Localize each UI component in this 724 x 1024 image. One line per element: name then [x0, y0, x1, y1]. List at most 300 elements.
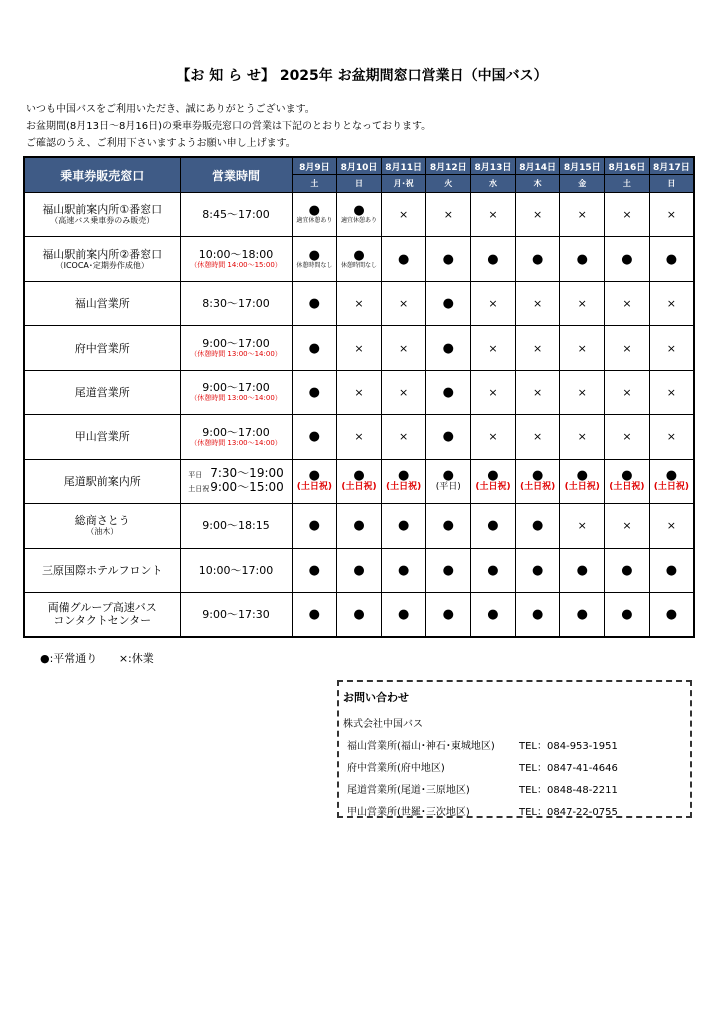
table-row	[24, 504, 694, 548]
closed-mark: ×	[666, 297, 676, 311]
status-note: (土日祝)	[653, 482, 689, 493]
status-cell	[381, 504, 426, 548]
office-subtitle: （油木）	[86, 527, 119, 537]
open-mark: ●	[576, 606, 588, 622]
open-mark: ●	[353, 247, 365, 263]
status-cell	[605, 237, 650, 281]
header-date: 8月17日	[649, 157, 694, 175]
closed-mark: ×	[488, 430, 498, 444]
day-type-label: 平日	[188, 471, 203, 480]
status-cell	[605, 592, 650, 637]
office-cell	[24, 326, 180, 370]
status-cell	[560, 237, 605, 281]
table-row	[24, 415, 694, 459]
split-hours-line	[188, 467, 284, 481]
office-cell	[24, 592, 180, 637]
open-mark: ●	[308, 247, 320, 263]
closed-mark: ×	[488, 341, 498, 355]
closed-mark: ×	[354, 430, 364, 444]
closed-mark: ×	[622, 519, 632, 533]
status-cell	[515, 504, 560, 548]
legend-closed: ×:休業	[118, 652, 154, 665]
status-note: (土日祝)	[519, 482, 556, 493]
closed-mark: ×	[666, 208, 676, 222]
status-note: 適宜休憩あり	[296, 217, 333, 225]
status-cell	[426, 548, 471, 592]
closed-mark: ×	[533, 297, 543, 311]
contact-office: 尾道営業所(尾道･三原地区)	[347, 785, 470, 796]
hours-cell	[180, 459, 292, 503]
status-cell	[426, 504, 471, 548]
closed-mark: ×	[577, 430, 587, 444]
status-cell	[605, 548, 650, 592]
closed-mark: ×	[666, 341, 676, 355]
closed-mark: ×	[488, 297, 498, 311]
status-cell	[381, 459, 426, 503]
open-mark: ●	[665, 468, 678, 484]
office-subtitle: （高速バス乗車券のみ販売）	[50, 216, 155, 226]
hours-text: 7:30～19:00	[210, 466, 284, 481]
status-cell	[560, 326, 605, 370]
status-cell	[471, 459, 516, 503]
contact-office: 府中営業所(府中地区)	[347, 763, 445, 774]
status-cell	[381, 548, 426, 592]
header-date: 8月10日	[337, 157, 382, 175]
status-cell	[649, 370, 694, 414]
office-name: 甲山営業所	[74, 430, 130, 444]
contact-row	[347, 803, 687, 818]
intro-line: いつも中国バスをご利用いただき、誠にありがとうございます。	[26, 104, 315, 115]
split-hours	[188, 467, 284, 495]
status-note: 休憩時間なし	[296, 261, 333, 269]
open-mark: ●	[442, 518, 454, 534]
status-cell	[649, 459, 694, 503]
header-weekday: 金	[560, 175, 605, 193]
status-note: (土日祝)	[296, 482, 332, 493]
status-cell	[515, 370, 560, 414]
header-date: 8月15日	[560, 157, 605, 175]
hours-text: 10:00～18:00	[198, 248, 274, 262]
schedule-body	[24, 193, 694, 638]
status-cell	[337, 459, 382, 503]
open-mark: ●	[531, 518, 544, 534]
open-mark: ●	[442, 296, 454, 312]
header-weekday: 土	[605, 175, 650, 193]
status-cell	[292, 415, 337, 459]
office-subtitle: （ICOCA･定期券作成他）	[55, 260, 149, 270]
status-cell	[471, 548, 516, 592]
hours-text: 8:30～17:00	[202, 297, 270, 311]
status-cell	[337, 370, 382, 414]
open-mark: ●	[353, 518, 365, 534]
status-cell	[426, 281, 471, 325]
legend	[40, 650, 172, 666]
open-mark: ●	[308, 296, 320, 312]
office-cell	[24, 281, 180, 325]
closed-mark: ×	[577, 208, 587, 222]
open-mark: ●	[531, 251, 544, 267]
closed-mark: ×	[488, 208, 498, 222]
open-mark: ●	[531, 468, 544, 484]
closed-mark: ×	[666, 519, 676, 533]
open-mark: ●	[442, 468, 454, 484]
open-mark: ●	[442, 606, 454, 622]
office-name: 尾道駅前案内所	[63, 474, 141, 488]
hours-cell	[180, 504, 292, 548]
hours-text: 9:00～17:30	[202, 607, 270, 621]
closed-mark: ×	[399, 385, 409, 399]
status-cell	[471, 592, 516, 637]
open-mark: ●	[397, 562, 410, 578]
open-mark: ●	[487, 468, 499, 484]
hours-text: 9:00～18:15	[202, 519, 270, 533]
hours-text: 8:45～17:00	[202, 208, 270, 222]
header-weekday: 日	[337, 175, 382, 193]
status-cell	[605, 370, 650, 414]
table-row	[24, 237, 694, 281]
closed-mark: ×	[399, 341, 409, 355]
intro-line: ご確認のうえ、ご利用下さいますようお願い申し上げます。	[26, 138, 296, 149]
status-cell	[381, 592, 426, 637]
status-note: (土日祝)	[386, 482, 422, 493]
hours-cell	[180, 415, 292, 459]
open-mark: ●	[442, 429, 454, 445]
status-cell	[560, 592, 605, 637]
status-cell	[605, 193, 650, 237]
open-mark: ●	[442, 384, 454, 400]
status-cell	[515, 326, 560, 370]
status-cell	[515, 237, 560, 281]
office-name: 福山駅前案内所①番窓口	[42, 203, 163, 217]
closed-mark: ×	[399, 430, 409, 444]
table-row	[24, 548, 694, 592]
open-mark: ●	[487, 606, 499, 622]
status-cell	[337, 237, 382, 281]
status-cell	[471, 504, 516, 548]
contact-tel: TEL：0848-48-2211	[519, 785, 618, 796]
contact-box	[337, 680, 692, 818]
status-cell	[471, 281, 516, 325]
status-cell	[649, 237, 694, 281]
office-cell	[24, 415, 180, 459]
closed-mark: ×	[577, 297, 587, 311]
contact-office: 甲山営業所(世羅･三次地区)	[347, 807, 470, 818]
open-mark: ●	[353, 606, 365, 622]
closed-mark: ×	[622, 297, 632, 311]
split-hours-line	[188, 481, 284, 495]
open-mark: ●	[621, 251, 633, 267]
closed-mark: ×	[399, 208, 409, 222]
office-cell	[24, 459, 180, 503]
status-cell	[515, 193, 560, 237]
header-weekday: 日	[649, 175, 694, 193]
status-cell	[649, 281, 694, 325]
status-cell	[426, 370, 471, 414]
status-cell	[292, 459, 337, 503]
open-mark: ●	[576, 251, 588, 267]
open-mark: ●	[397, 606, 410, 622]
status-cell	[426, 326, 471, 370]
status-cell	[649, 326, 694, 370]
header-date: 8月11日	[381, 157, 426, 175]
closed-mark: ×	[354, 341, 364, 355]
closed-mark: ×	[533, 385, 543, 399]
open-mark: ●	[308, 429, 320, 445]
status-cell	[381, 370, 426, 414]
hours-text: 9:00～17:00	[202, 425, 270, 439]
closed-mark: ×	[488, 385, 498, 399]
office-name: 両備グループ高速バス	[47, 601, 157, 615]
open-mark: ●	[353, 468, 365, 484]
status-cell	[292, 548, 337, 592]
hours-text: 10:00～17:00	[198, 563, 274, 577]
contact-heading: お問い合わせ	[343, 691, 409, 704]
contact-company: 株式会社中国バス	[343, 719, 423, 730]
office-name: 総商さとう	[74, 514, 130, 528]
status-cell	[560, 504, 605, 548]
status-cell	[560, 459, 605, 503]
intro-line: お盆期間(8月13日～8月16日)の乗車券販売窓口の営業は下記のとおりとなっております。	[26, 121, 432, 132]
contact-tel: TEL：0847-41-4646	[519, 763, 618, 774]
status-note: 休憩時間なし	[340, 261, 377, 269]
status-cell	[605, 415, 650, 459]
break-time-note: （休憩時間 13:00～14:00）	[190, 438, 282, 447]
status-cell	[471, 237, 516, 281]
status-cell	[426, 415, 471, 459]
break-time-note: （休憩時間 13:00～14:00）	[190, 350, 282, 359]
table-row	[24, 592, 694, 637]
open-mark: ●	[665, 251, 678, 267]
intro-text	[26, 101, 431, 152]
open-mark: ●	[487, 518, 499, 534]
open-mark: ●	[353, 203, 365, 219]
open-mark: ●	[487, 562, 499, 578]
closed-mark: ×	[354, 297, 364, 311]
status-cell	[292, 370, 337, 414]
status-cell	[605, 326, 650, 370]
status-note: (土日祝)	[564, 482, 600, 493]
status-cell	[292, 193, 337, 237]
status-note: (土日祝)	[341, 482, 377, 493]
closed-mark: ×	[622, 385, 632, 399]
status-cell	[649, 548, 694, 592]
status-cell	[426, 193, 471, 237]
status-cell	[381, 326, 426, 370]
hours-cell	[180, 326, 292, 370]
office-cell	[24, 504, 180, 548]
status-cell	[292, 281, 337, 325]
status-cell	[292, 326, 337, 370]
status-cell	[471, 370, 516, 414]
status-cell	[560, 548, 605, 592]
closed-mark: ×	[399, 297, 409, 311]
office-cell	[24, 548, 180, 592]
status-note: (土日祝)	[475, 482, 511, 493]
open-mark: ●	[308, 384, 320, 400]
status-cell	[426, 592, 471, 637]
hours-cell	[180, 592, 292, 637]
closed-mark: ×	[577, 385, 587, 399]
hours-cell	[180, 193, 292, 237]
office-name: 府中営業所	[74, 341, 130, 355]
hours-cell	[180, 237, 292, 281]
table-row	[24, 281, 694, 325]
break-time-note: （休憩時間 13:00～14:00）	[190, 394, 282, 403]
hours-cell	[180, 281, 292, 325]
status-cell	[515, 281, 560, 325]
status-cell	[649, 504, 694, 548]
status-cell	[515, 548, 560, 592]
contact-row	[347, 759, 687, 774]
open-mark: ●	[442, 251, 454, 267]
status-cell	[560, 281, 605, 325]
open-mark: ●	[308, 203, 320, 219]
office-cell	[24, 370, 180, 414]
legend-open: ●:平常通り	[40, 652, 98, 665]
header-weekday: 火	[426, 175, 471, 193]
header-weekday: 木	[515, 175, 560, 193]
header-weekday: 月･祝	[381, 175, 426, 193]
header-date: 8月12日	[426, 157, 471, 175]
closed-mark: ×	[622, 208, 632, 222]
closed-mark: ×	[533, 208, 543, 222]
open-mark: ●	[397, 518, 410, 534]
office-name: 三原国際ホテルフロント	[42, 563, 163, 577]
office-cell	[24, 237, 180, 281]
page-title: 【お 知 ら せ】 2025年 お盆期間窓口営業日（中国バス）	[176, 68, 548, 84]
status-cell	[515, 415, 560, 459]
status-cell	[381, 415, 426, 459]
status-cell	[292, 504, 337, 548]
status-cell	[515, 592, 560, 637]
hours-text: 9:00～15:00	[210, 480, 284, 495]
hours-text: 9:00～17:00	[202, 381, 270, 395]
header-hours: 営業時間	[180, 157, 292, 193]
hours-text: 9:00～17:00	[202, 337, 270, 351]
open-mark: ●	[308, 468, 320, 484]
closed-mark: ×	[666, 430, 676, 444]
open-mark: ●	[621, 562, 633, 578]
status-cell	[605, 281, 650, 325]
status-cell	[381, 237, 426, 281]
office-name: 福山営業所	[74, 297, 130, 311]
status-cell	[560, 415, 605, 459]
table-row	[24, 459, 694, 503]
header-weekday: 水	[471, 175, 516, 193]
header-date: 8月9日	[292, 157, 337, 175]
status-cell	[515, 459, 560, 503]
open-mark: ●	[531, 606, 544, 622]
status-cell	[337, 281, 382, 325]
office-name: 福山駅前案内所②番窓口	[42, 247, 163, 261]
status-cell	[337, 415, 382, 459]
contact-tel: TEL：0847-22-0755	[519, 807, 618, 818]
table-row	[24, 326, 694, 370]
status-cell	[471, 326, 516, 370]
open-mark: ●	[308, 562, 320, 578]
closed-mark: ×	[577, 519, 587, 533]
open-mark: ●	[576, 468, 588, 484]
closed-mark: ×	[622, 341, 632, 355]
open-mark: ●	[531, 562, 544, 578]
hours-cell	[180, 370, 292, 414]
table-row	[24, 370, 694, 414]
open-mark: ●	[308, 340, 320, 356]
open-mark: ●	[308, 606, 320, 622]
status-cell	[292, 237, 337, 281]
open-mark: ●	[353, 562, 365, 578]
status-cell	[381, 281, 426, 325]
open-mark: ●	[397, 251, 410, 267]
break-time-note: （休憩時間 14:00～15:00）	[190, 261, 282, 270]
status-cell	[292, 592, 337, 637]
status-note: (土日祝)	[609, 482, 645, 493]
open-mark: ●	[665, 606, 678, 622]
open-mark: ●	[442, 340, 454, 356]
hours-cell	[180, 548, 292, 592]
office-name-line2: コンタクトセンター	[53, 614, 152, 628]
office-cell	[24, 193, 180, 237]
closed-mark: ×	[354, 385, 364, 399]
closed-mark: ×	[577, 341, 587, 355]
status-cell	[649, 592, 694, 637]
header-date: 8月16日	[605, 157, 650, 175]
open-mark: ●	[621, 468, 633, 484]
open-mark: ●	[487, 251, 499, 267]
day-type-label: 土日祝	[188, 485, 210, 494]
status-cell	[337, 326, 382, 370]
closed-mark: ×	[443, 208, 453, 222]
open-mark: ●	[397, 468, 410, 484]
status-cell	[426, 459, 471, 503]
header-date: 8月14日	[515, 157, 560, 175]
status-cell	[337, 193, 382, 237]
status-cell	[381, 193, 426, 237]
status-cell	[471, 415, 516, 459]
open-mark: ●	[665, 562, 678, 578]
status-note: (平日)	[435, 482, 461, 493]
office-name: 尾道営業所	[74, 385, 130, 399]
schedule-table	[23, 156, 695, 638]
status-cell	[337, 504, 382, 548]
contact-tel: TEL：084-953-1951	[519, 741, 618, 752]
open-mark: ●	[308, 518, 320, 534]
closed-mark: ×	[666, 385, 676, 399]
header-weekday: 土	[292, 175, 337, 193]
status-cell	[337, 548, 382, 592]
status-cell	[560, 193, 605, 237]
table-row	[24, 193, 694, 237]
status-cell	[605, 459, 650, 503]
status-cell	[560, 370, 605, 414]
contact-office: 福山営業所(福山･神石･東城地区)	[347, 741, 495, 752]
open-mark: ●	[576, 562, 588, 578]
contact-row	[347, 737, 687, 752]
status-cell	[649, 415, 694, 459]
closed-mark: ×	[622, 430, 632, 444]
status-note: 適宜休憩あり	[340, 217, 377, 225]
header-date: 8月13日	[471, 157, 516, 175]
status-cell	[337, 592, 382, 637]
status-cell	[426, 237, 471, 281]
header-office: 乗車券販売窓口	[24, 157, 180, 193]
status-cell	[605, 504, 650, 548]
open-mark: ●	[621, 606, 633, 622]
status-cell	[471, 193, 516, 237]
closed-mark: ×	[533, 341, 543, 355]
open-mark: ●	[442, 562, 454, 578]
contact-row	[347, 781, 687, 796]
